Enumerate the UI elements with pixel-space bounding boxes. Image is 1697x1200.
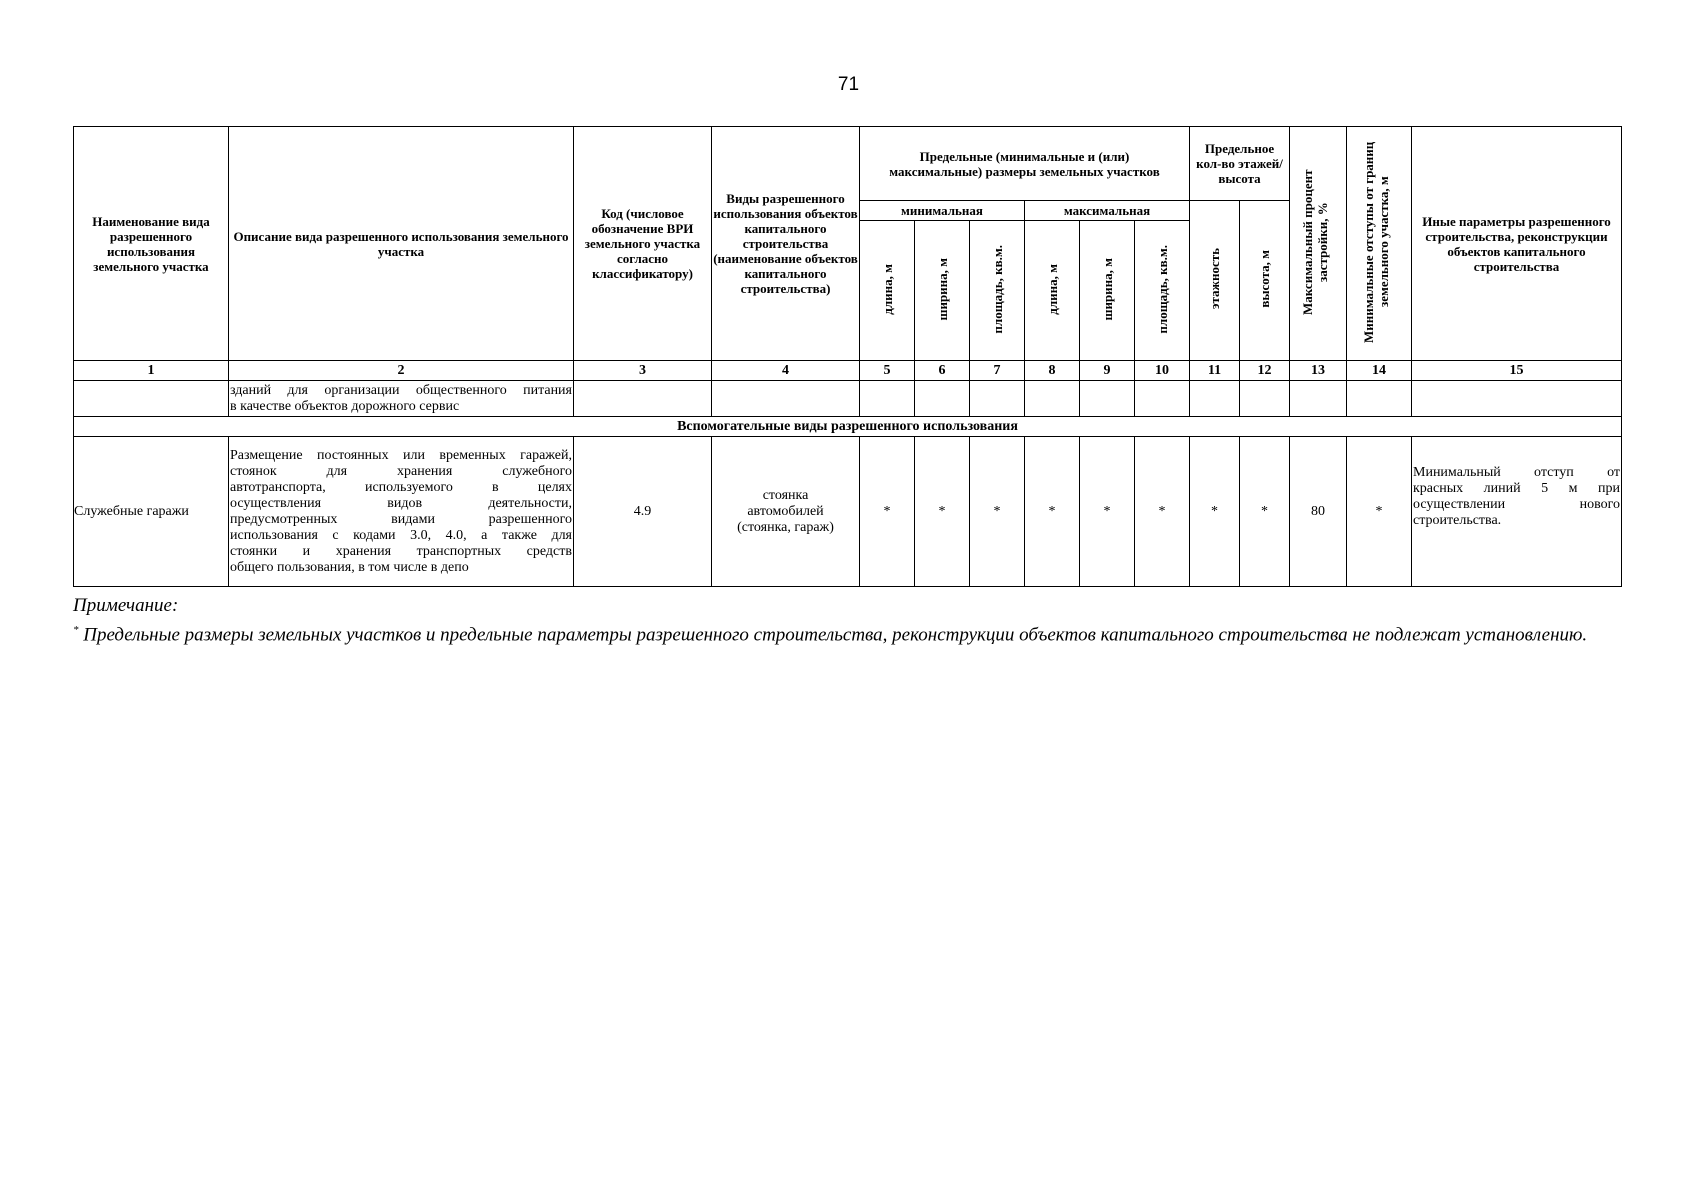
row-max-length: * (1025, 437, 1080, 587)
column-number: 5 (860, 361, 915, 381)
header-min-width: ширина, м (915, 221, 970, 361)
column-number: 6 (915, 361, 970, 381)
column-number: 13 (1290, 361, 1347, 381)
header-min-offsets (1347, 127, 1412, 361)
section-title: Вспомогательные виды разрешенного использования (74, 417, 1622, 437)
header-max-percent-text: Максимальный процент застройки, % (1300, 169, 1330, 315)
header-height (1240, 201, 1290, 361)
header-min-area: площадь, кв.м. (970, 221, 1025, 361)
row-max-area: * (1135, 437, 1190, 587)
column-number: 1 (74, 361, 229, 381)
column-number: 10 (1135, 361, 1190, 381)
header-code: Код (числовое обозначение ВРИ земельного участка согласно классификатору) (574, 127, 712, 361)
table-row (74, 437, 1622, 587)
row-max-percent: 80 (1290, 437, 1347, 587)
row-max-width: * (1080, 437, 1135, 587)
column-number: 15 (1412, 361, 1622, 381)
header-min-offsets-text: Минимальные отступы от границ земельного участка, м (1361, 141, 1391, 343)
column-number: 12 (1240, 361, 1290, 381)
header-floors-group: Предельное кол-во этажей/ высота (1190, 127, 1290, 201)
column-number: 11 (1190, 361, 1240, 381)
header-max-percent (1290, 127, 1347, 361)
row-capital-kind: стоянка автомобилей (стоянка, гараж) (712, 437, 860, 587)
header-max: максимальная (1025, 201, 1190, 221)
continuation-description: зданий для организации общественного питания в качестве объектов дорожного сервис (229, 381, 574, 417)
page-number: 71 (837, 74, 860, 95)
header-name: Наименование вида разрешенного использования земельного участка (74, 127, 229, 361)
continuation-row (74, 381, 1622, 417)
zoning-table-wrapper (73, 126, 1621, 587)
row-code: 4.9 (574, 437, 712, 587)
row-height: * (1240, 437, 1290, 587)
column-numbers-row (74, 361, 1622, 381)
header-floors (1190, 201, 1240, 361)
row-name: Служебные гаражи (74, 437, 229, 587)
row-floors: * (1190, 437, 1240, 587)
column-number: 4 (712, 361, 860, 381)
note-text (73, 618, 1621, 647)
header-min-length: длина, м (860, 221, 915, 361)
header-floors-text: этажность (1207, 248, 1222, 310)
note (73, 594, 1621, 647)
header-min: минимальная (860, 201, 1025, 221)
header-height-text: высота, м (1257, 250, 1272, 308)
row-min-width: * (915, 437, 970, 587)
row-min-length: * (860, 437, 915, 587)
column-number: 14 (1347, 361, 1412, 381)
header-max-width: ширина, м (1080, 221, 1135, 361)
row-description: Размещение постоянных или временных гаражей, стоянок для хранения служебного автотранспорта, используемого в целях осуществления видов деятельности, предусмотренных видами разрешенного использования с кодами 3.0, 4.0, а также для стоянки и хранения транспортных средств общего пользования, в том числе в депо (229, 437, 574, 587)
note-title: Примечание: (73, 595, 179, 616)
column-number: 9 (1080, 361, 1135, 381)
row-min-area: * (970, 437, 1025, 587)
header-description: Описание вида разрешенного использования земельного участка (229, 127, 574, 361)
row-other-params: Минимальный отступ от красных линий 5 м при осуществлении нового строительства. (1412, 437, 1622, 587)
note-body: Предельные размеры земельных участков и предельные параметры разрешенного строительства, реконструкции объектов капитального строительства не подлежат установлению. (78, 624, 1588, 646)
zoning-table (73, 126, 1622, 587)
column-number: 7 (970, 361, 1025, 381)
header-max-length: длина, м (1025, 221, 1080, 361)
row-min-offsets: * (1347, 437, 1412, 587)
header-capital-kinds: Виды разрешенного использования объектов капитального строительства (наименование объектов капитального строительства) (712, 127, 860, 361)
header-max-area: площадь, кв.м. (1135, 221, 1190, 361)
column-number: 2 (229, 361, 574, 381)
header-other-params: Иные параметры разрешенного строительства, реконструкции объектов капитального строительства (1412, 127, 1622, 361)
note-star: * (73, 624, 79, 636)
column-number: 3 (574, 361, 712, 381)
header-plot-sizes: Предельные (минимальные и (или) максимальные) размеры земельных участков (860, 127, 1190, 201)
column-number: 8 (1025, 361, 1080, 381)
section-row (74, 417, 1622, 437)
